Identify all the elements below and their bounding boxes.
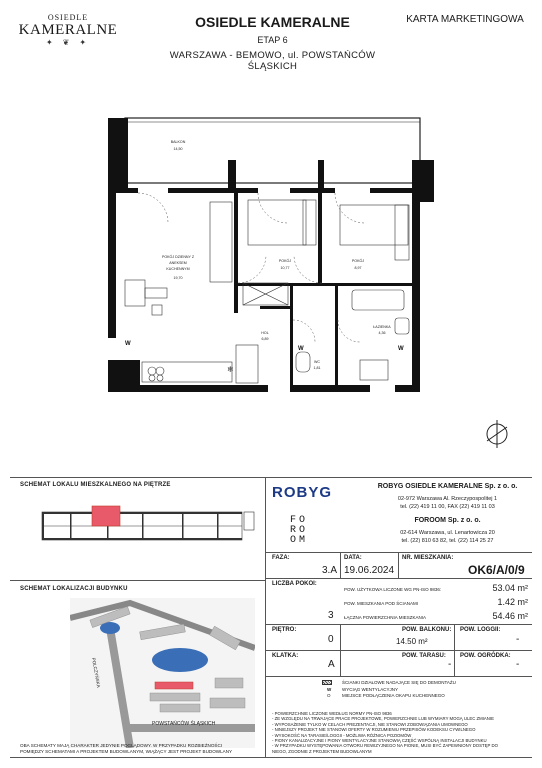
bath-area: 4,36 [378,331,386,335]
foroom-logo-line-3: OM [290,535,309,546]
phase-label: FAZA: [272,555,290,561]
street-powstancow-label: POWSTAŃCÓW ŚLĄSKICH [152,721,216,727]
balcony-area-label: POW. BALKONU: [402,627,452,633]
pond-large [152,648,208,672]
legend-demountable-walls: ŚCIANKI DZIAŁOWE NADAJĄCE SIĘ DO DEMONTAŻU [342,680,456,685]
phase-value: 3.A [322,565,338,576]
walls-area-value: 1.42 m² [497,597,528,607]
note-item: - WYPOSAŻENIE TYLKO W CELACH PREZENTACJI, NIE STANOWI ZOBOWIĄZANIA UMOWNEGO [272,721,468,727]
apartment-highlight [92,506,120,526]
terrace-label: POW. TARASU: [402,653,446,659]
floor-schema-diagram [12,494,262,556]
designer-name: FOROOM Sp. z o. o. [414,517,481,524]
garden-value: - [516,659,520,670]
developer-info [360,495,535,511]
note-item: - PIONY KANALIZACYJNE I PIONY WENTYLACYJNE STANOWIĄ CZĘŚĆ WSPÓLNĄ INSTALACJI BUDYNKU [272,738,487,744]
designer-phone: tel. (22) 810 63 82, tel. (22) 114 25 27 [401,538,494,544]
room1-area: 10,77 [280,266,290,270]
room2-area: 8,97 [354,266,362,270]
usable-area-label: POW. UŻYTKOWA LICZONE WG PN-ISO 9836: [344,587,442,592]
apartment-number-label: NR. MIESZKANIA: [402,555,454,561]
logo-ornament-icon: ✦ ❦ ✦ [45,38,91,47]
building-schema-label: SCHEMAT LOKALIZACJI BUDYNKU [20,586,128,592]
page-title: OSIEDLE KAMERALNE [195,14,350,30]
room2-name: POKÓJ [351,259,365,263]
total-area-label: ŁĄCZNA POWIERZCHNIA MIESZKANIA [344,615,427,620]
disclaimer-line: OBA SCHEMATY MAJĄ CHARAKTER JEDYNIE POGLĄDOWY. W PRZYPADKU ROZBIEŻNOŚCI [20,743,223,748]
terrace-value: - [448,659,452,670]
date-value: 19.06.2024 [344,565,395,576]
note-item: - NINIEJSZY PROJEKT NIE STANOWI OFERTY W ROZUMIENIU PRZEPISÓW KODEKSU CYWILNEGO [272,727,476,733]
document-type: KARTA MARKETINGOWA [406,14,524,25]
logo-big-text: KAMERALNE [18,22,118,38]
exterior-walls [108,118,434,392]
living-name: POKÓJ DZIENNY Z [161,255,195,259]
developer-address: 02-972 Warszawa Al. Rzeczypospolitej 1 [397,496,498,502]
notes-list [272,711,534,754]
rooms-value: 3 [328,610,334,621]
demountable-wall-swatch [322,680,332,685]
note-item: - ZE WZGLĘDU NA TRWAJĄCE PRACE PROJEKTOWE, POWIERZCHNIE LUB WYMIARY MOGĄ ULEC ZMIANIE [272,716,494,722]
developer-name: ROBYG OSIEDLE KAMERALNE Sp. z o. o. [377,483,518,490]
ventilation-symbol: W [327,687,332,692]
floor-schema-label: SCHEMAT LOKALU MIESZKALNEGO NA PIĘTRZE [20,482,171,488]
foroom-logo [290,516,308,546]
bath-name: ŁAZIENKA [373,325,391,329]
walls-area-label: POW. MIESZKANIA POD ŚCIANAMI [344,601,419,606]
wc-name: WC [314,360,320,364]
appliances [148,367,164,381]
disclaimer-line: POMIĘDZY SCHEMATAMI A PROJEKTEM BUDOWLANYM, WIĄŻĄCY JEST PROJEKT BUDOWLANY [20,749,233,754]
designer-address: 02-614 Warszawa, ul. Lenartowicza 20 [400,530,495,536]
street-polczynska-label: POLCZYŃSKA [91,657,102,688]
garden-label: POW. OGRÓDKA: [460,653,511,659]
site-map [70,598,255,748]
room-labels [162,140,391,370]
note-item: NIEGO, ZGODNIE Z PROJEKTEM BUDOWLANYM [272,748,372,754]
ventilation-mark-living: W [125,341,131,347]
ventilation-mark-bath: W [398,346,404,352]
living-name-2: ANEKSEM [169,261,187,265]
hall-name: HOL [261,331,269,335]
balcony-area: 14,50 [173,147,183,151]
foroom-logo-line-2: RO [290,525,309,536]
balcony-area-value: 14.50 m² [396,637,428,646]
hood-symbol: O [327,693,331,698]
rooms-label: LICZBA POKOI: [272,581,317,587]
floor-schema-outline [42,512,254,540]
balcony-name: BALKON [170,140,186,144]
balcony-outline [125,118,420,183]
loggia-value: - [516,634,520,645]
staircase-label: KLATKA: [272,653,299,659]
room1-name: POKÓJ [278,259,292,263]
north-compass-icon [487,420,507,448]
note-item: - POWIERZCHNIE LICZONE WEDŁUG NORMY PN-ISO 9836 [272,711,392,716]
note-item: - W PRZYPADKU WYSTĘPOWANIA OTWORU REWIZYJNEGO NA PIONIE, MUSI BYĆ ZAPEWNIONY DOSTĘP DO [272,743,498,749]
loggia-label: POW. LOGGII: [460,627,501,633]
staircase-value: A [328,659,335,670]
stage-label: ETAP 6 [257,35,288,45]
legend-ventilation: WYCIĄG WENTYLACYJNY [342,687,399,692]
developer-phone: tel. (22) 419 11 00, FAX (22) 419 11 03 [400,504,495,510]
living-name-3: KUCHENNYM [166,267,190,271]
legend-hood-connection: MIEJSCE PODŁĄCZENIA OKAPU KUCHENNEGO [342,693,445,698]
total-area-value: 54.46 m² [492,611,528,621]
ventilation-mark-wc: W [298,346,304,352]
hall-area: 6,89 [261,337,269,341]
building-highlight [155,682,193,689]
note-item: - WYSOKOŚĆ NA TARASIE/LOGGII - MOŻLIWA RÓŻNICA POZIOMÓW [272,732,412,738]
foroom-logo-line-1: FO [290,515,309,526]
date-label: DATA: [344,555,362,561]
living-area: 19,70 [173,276,183,280]
robyg-logo: ROBYG [272,484,333,501]
wc-area: 1,81 [313,366,321,370]
furniture [125,200,409,383]
address-label: WARSZAWA - BEMOWO, ul. POWSTAŃCÓW ŚLĄSKICH [169,50,376,72]
designer-info [360,529,535,545]
apartment-number: OK6/A/0/9 [468,563,525,577]
usable-area-value: 53.04 m² [492,583,528,593]
logo-small-text: OSIEDLE [47,13,89,22]
snowflake-icon: ❄ [227,365,234,374]
schema-disclaimer [20,743,260,755]
floor-value: 0 [328,634,334,645]
floor-label: PIĘTRO: [272,627,297,633]
